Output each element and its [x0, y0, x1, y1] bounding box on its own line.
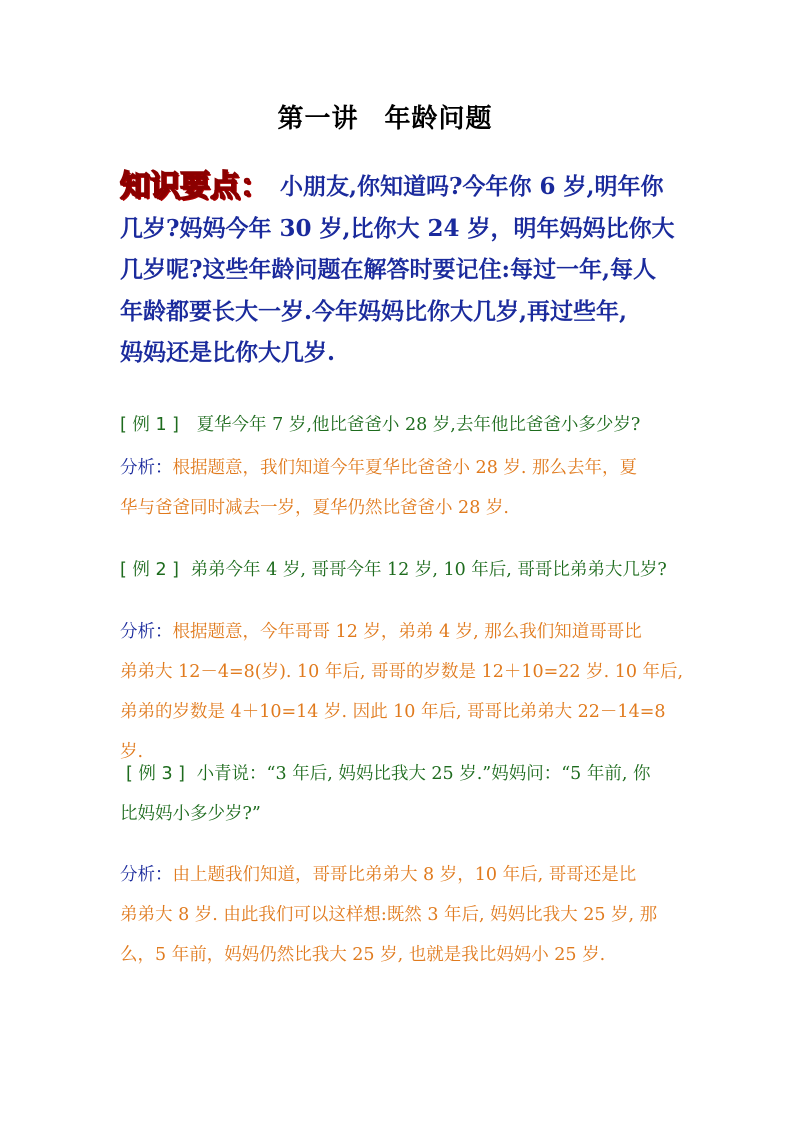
analysis-text: 根据题意，我们知道今年夏华比爸爸小 28 岁. 那么去年，夏 — [172, 458, 638, 478]
example-3 — [126, 754, 691, 794]
analysis-label: 分析： — [120, 458, 173, 478]
example-label: [ 例 1 ] — [120, 415, 179, 435]
knowledge-points — [120, 166, 680, 374]
analysis-text: 么，5 年前，妈妈仍然比我大 25 岁, 也就是我比妈妈小 25 岁. — [120, 945, 606, 965]
intro-line-4: 年龄都要长大一岁.今年妈妈比你大几岁,再过些年, — [120, 297, 628, 325]
intro-line-3: 几岁呢?这些年龄问题在解答时要记住:每过一年,每人 — [120, 256, 656, 283]
intro-line-2: 几岁?妈妈今年 30 岁,比你大 24 岁，明年妈妈比你大 — [120, 214, 675, 242]
example-label: [ 例 2 ] — [120, 560, 179, 580]
example-question: 比妈妈小多少岁?” — [120, 804, 261, 824]
example-question: 弟弟今年 4 岁, 哥哥今年 12 岁, 10 年后, 哥哥比弟弟大几岁? — [190, 560, 667, 580]
example-label: [ 例 3 ] — [126, 764, 185, 784]
analysis-text: 由上题我们知道，哥哥比弟弟大 8 岁，10 年后, 哥哥还是比 — [172, 865, 637, 885]
example-question: 夏华今年 7 岁,他比爸爸小 28 岁,去年他比爸爸小多少岁? — [196, 415, 641, 435]
analysis-label: 分析： — [120, 865, 173, 885]
intro-line-1: 小朋友,你知道吗?今年你 6 岁,明年你 — [280, 173, 664, 200]
analysis-text: 华与爸爸同时减去一岁，夏华仍然比爸爸小 28 岁. — [120, 498, 509, 518]
analysis-text: 弟弟的岁数是 4＋10=14 岁. 因此 10 年后, 哥哥比弟弟大 22－14=8 岁. — [120, 702, 666, 762]
title-lecture-number: 第一讲 — [277, 104, 359, 134]
analysis-1 — [120, 448, 685, 528]
analysis-text: 弟弟大 12－4=8(岁). 10 年后, 哥哥的岁数是 12＋10=22 岁. 10 年后, — [120, 662, 684, 682]
analysis-2 — [120, 612, 685, 772]
example-1 — [120, 405, 685, 445]
page-title — [0, 98, 770, 135]
example-2 — [120, 550, 685, 590]
intro-line-5: 妈妈还是比你大几岁. — [120, 339, 336, 366]
analysis-3 — [120, 855, 685, 975]
example-question: 小青说：“3 年后, 妈妈比我大 25 岁.”妈妈问：“5 年前, 你 — [196, 764, 651, 784]
analysis-text: 弟弟大 8 岁. 由此我们可以这样想:既然 3 年后, 妈妈比我大 25 岁, 那 — [120, 905, 658, 925]
example-3-continued — [120, 794, 685, 834]
knowledge-points-badge: 知识要点： — [120, 169, 270, 204]
title-topic: 年龄问题 — [384, 104, 493, 134]
analysis-label: 分析： — [120, 622, 173, 642]
analysis-text: 根据题意，今年哥哥 12 岁，弟弟 4 岁, 那么我们知道哥哥比 — [172, 622, 642, 642]
